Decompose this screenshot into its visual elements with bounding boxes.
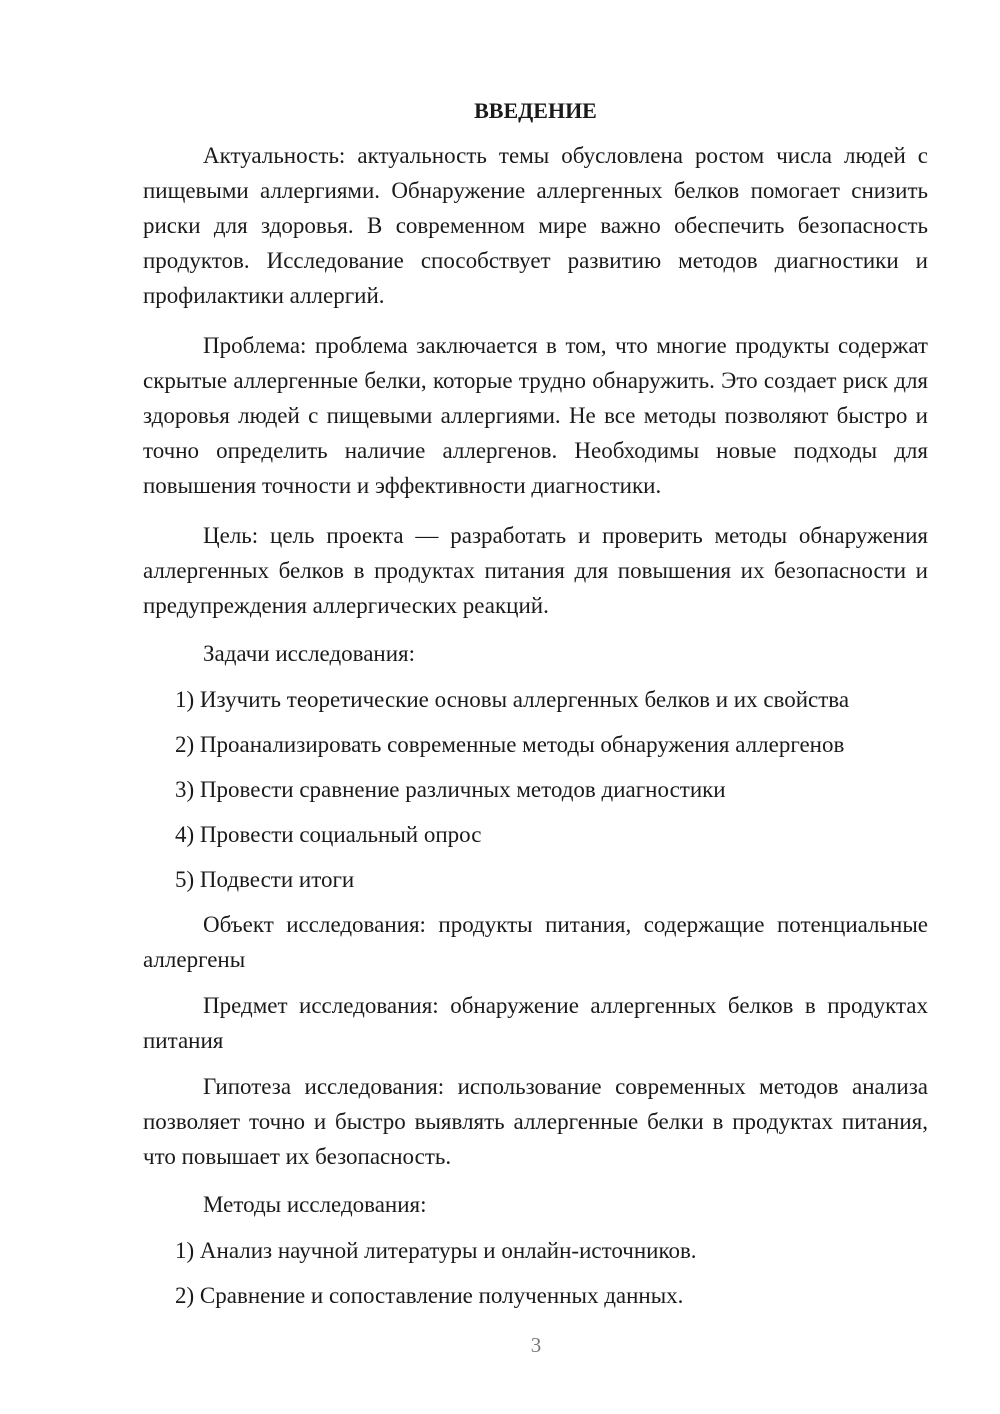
tasks-title: Задачи исследования:: [203, 641, 416, 666]
section-heading: ВВЕДЕНИЕ: [474, 98, 597, 123]
list-item: 2) Сравнение и сопоставление полученных данных.: [175, 1283, 684, 1308]
hypothesis-paragraph: Гипотеза исследования: использование современных методов анализа позволяет точно и быстро выявлять аллергенные белки в продуктах питания, что повышает их безопасность.: [143, 1074, 928, 1169]
list-item: 1) Изучить теоретические основы аллергенных белков и их свойства: [175, 687, 850, 712]
goal-paragraph: Цель: цель проекта — разработать и проверить методы обнаружения аллергенных белков в продуктах питания для повышения их безопасности и предупреждения аллергических реакций.: [143, 523, 928, 618]
subject-paragraph: Предмет исследования: обнаружение аллергенных белков в продуктах питания: [143, 993, 928, 1053]
methods-list: [143, 1233, 928, 1313]
tasks-list: [143, 682, 928, 897]
methods-title: Методы исследования:: [203, 1192, 427, 1217]
problem-paragraph: Проблема: проблема заключается в том, что многие продукты содержат скрытые аллергенные белки, которые трудно обнаружить. Это создает риск для здоровья людей с пищевыми аллергиями. Не все методы позволяют быстро и точно определить наличие аллергенов. Необходимы новые подходы для повышения точности и эффективности диагностики.: [143, 333, 928, 498]
list-item: 4) Провести социальный опрос: [175, 822, 482, 847]
list-item: 1) Анализ научной литературы и онлайн-источников.: [175, 1238, 697, 1263]
list-item: 2) Проанализировать современные методы обнаружения аллергенов: [175, 732, 845, 757]
page-number: 3: [530, 1333, 542, 1357]
object-paragraph: Объект исследования: продукты питания, содержащие потенциальные аллергены: [143, 912, 928, 972]
page-content: [143, 93, 928, 1323]
relevance-paragraph: Актуальность: актуальность темы обусловлена ростом числа людей с пищевыми аллергиями. Обнаружение аллергенных белков помогает снизить риски для здоровья. В современном мире важно обеспечить безопасность продуктов. Исследование способствует развитию методов диагностики и профилактики аллергий.: [143, 143, 928, 308]
list-item: 3) Провести сравнение различных методов диагностики: [175, 777, 726, 802]
list-item: 5) Подвести итоги: [175, 867, 355, 892]
